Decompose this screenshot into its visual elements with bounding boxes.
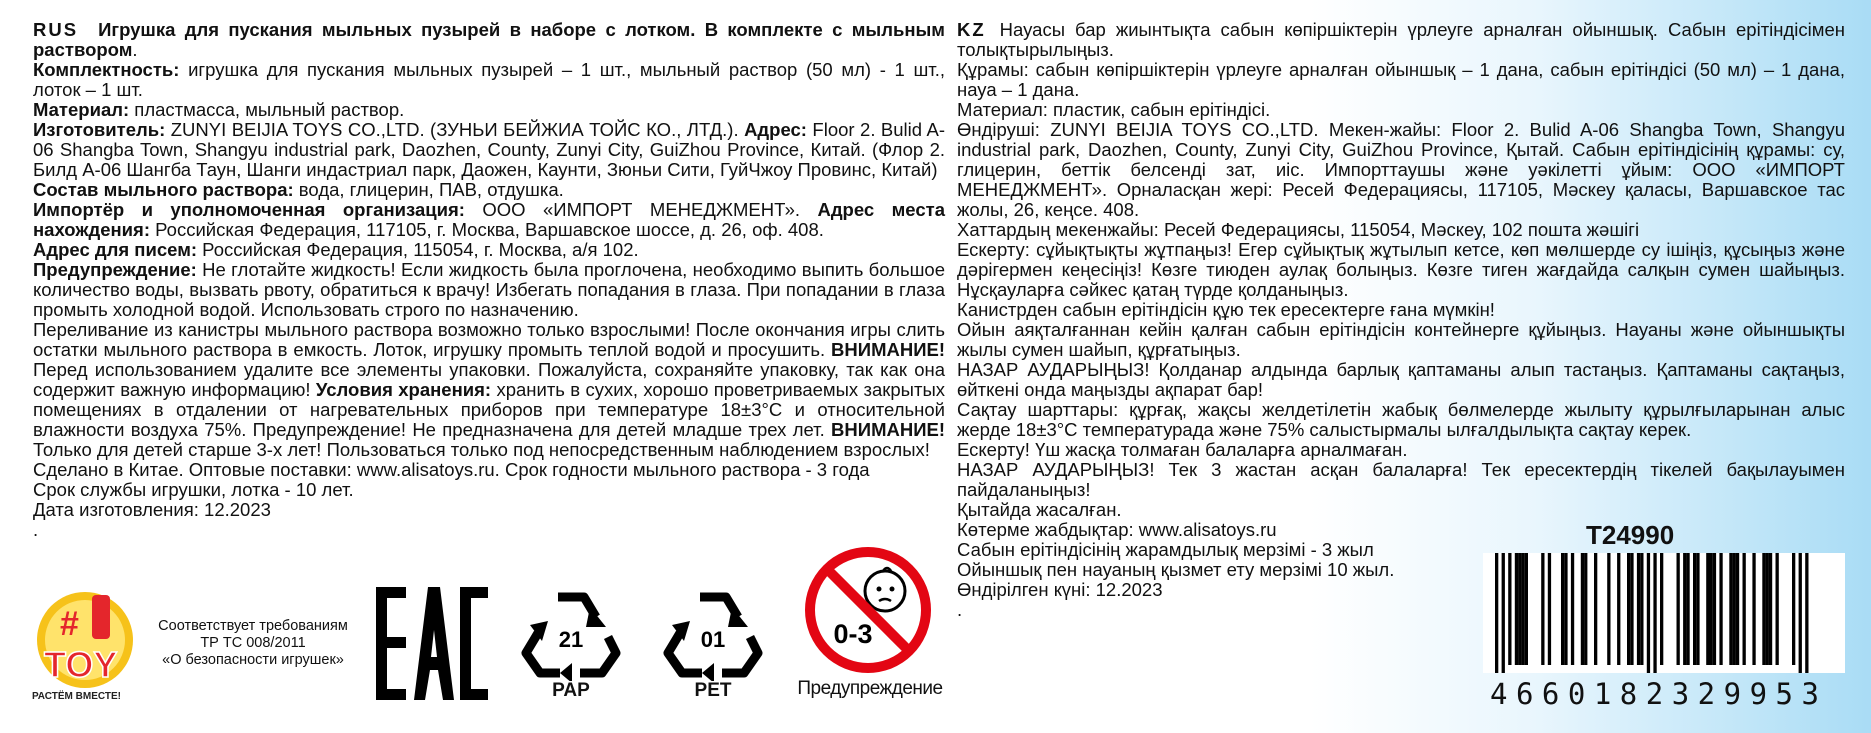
rus-set-label: Комплектность: [33, 59, 180, 80]
rus-location-text: Российская Федерация, 117105, г. Москва, Варшавское шоссе, д. 26, оф. 408. [150, 219, 824, 240]
barcode-number: 4660182329953 [1490, 677, 1828, 711]
barcode-bar [1594, 553, 1597, 665]
rus-mail-label: Адрес для писем: [33, 239, 198, 260]
svg-text:#: # [60, 605, 79, 643]
barcode-bar [1564, 553, 1567, 665]
rus-material-text: пластмасса, мыльный раствор. [129, 99, 405, 120]
recycle-pet-icon [662, 585, 764, 681]
brand-logo [30, 585, 140, 703]
rus-set-text: игрушка для пускания мыльных пузырей – 1 шт., мыльный раствор (50 мл) - 1 шт., лоток – 1 шт. [33, 59, 945, 100]
kz-line: Ойын аяқталғаннан кейін қалған сабын ерітіндісін контейнерге құйыңыз. Науаны және ойыншықты жылы сумен шайып, құрғатыңыз. [957, 319, 1845, 360]
rus-origin: Сделано в Китае. Оптовые поставки: www.alisatoys.ru. Срок годности мыльного раствора - 3 года [33, 459, 870, 480]
barcode-bar [1548, 553, 1551, 665]
barcode-bar [1660, 553, 1663, 665]
barcode-bar [1653, 553, 1656, 673]
barcode-bar [1736, 553, 1739, 665]
rus-material-label: Материал: [33, 99, 130, 120]
kz-line: Өндіруші: ZUNYI BEIJIA TOYS CO.,LTD. Мекен-жайы: Floor 2. Bulid A-06 Shangba Town, Shangyu industrial park, Daozhen, County, Zunyi City, GuiZhou Province, Қытай. Сабын ерітіндісінің құрамы: су, глицерин, беттік белсенді зат, иіс. Импорттаушы және уәкілетті ұйым: ООО «ИМПОРТ МЕНЕДЖМЕНТ». Орналасқан жері: Ресей Федерациясы, 117105, Мәскеу қаласы, Варшавское тас жолы, 26, кеңсе. 408. [957, 119, 1845, 220]
rus-storage-text: хранить в сухих, хорошо проветриваемых закрытых помещениях в отдалении от нагревательных приборов при температуре 18±3°C и относительной влажности воздуха 75%. Предупреждение! Не предназначена для детей младше трех лет. [33, 379, 945, 440]
recycle-pap-number: 21 [558, 627, 584, 652]
kz-line: Сақтау шарттары: құрғақ, жақсы желдетілетін жабық бөлмелерде жылыту құрылғыларынан алыс жерде 18±3°C температурада және 75% салыстырмалы ылғалдылықта сақтау керек. [957, 399, 1845, 440]
barcode-bar [1561, 553, 1564, 665]
barcode-bar [1630, 553, 1633, 665]
rus-composition-label: Состав мыльного раствора: [33, 179, 294, 200]
rus-address-text: Floor 2. Bulid A-06 Shangba Town, Shangyu industrial park, Daozhen, County, Zunyi City, GuiZhou Province, Китай. (Флор 2. Билд А-06 Шангба Таун, Шанги индастриал парк, Даожен, Каунти, Зюньи Сити, ГуйЧжоу Провинс, Китай) [33, 119, 945, 180]
rus-warning-label: Предупреждение: [33, 259, 197, 280]
rus-location-label: Адрес места нахождения: [33, 199, 945, 240]
rus-dot: . [33, 519, 39, 540]
barcode-bar [1508, 553, 1511, 665]
kz-line: Құрамы: сабын көпіршіктерін үрлеуге арналған ойыншық – 1 дана, сабын ерітіндісі (50 мл) – 1 дана, науа – 1 дана. [957, 59, 1845, 100]
barcode-bar [1677, 553, 1680, 665]
rus-production-date: Дата изготовления: 12.2023 [33, 499, 271, 520]
barcode-bar [1518, 553, 1521, 665]
kz-text-block [957, 20, 1845, 620]
article-number: T24990 [1586, 520, 1675, 550]
rus-attention-label-2: ВНИМАНИЕ! [831, 419, 945, 440]
barcode-bar [1640, 553, 1643, 665]
kz-line: Науасы бар жиынтықта сабын көпіршіктерін үрлеуге арналған ойыншық. Сабын ерітіндісімен толықтырылыңыз. [957, 19, 1845, 60]
barcode-bar [1571, 553, 1574, 665]
kz-line: Өндірілген күні: 12.2023 [957, 579, 1163, 600]
kz-line: НАЗАР АУДАРЫҢЫЗ! Қолданар алдында барлық қаптаманы алып тастаңыз. Қаптаманы сақтаңыз, өйткені онда маңызды ақпарат бар! [957, 359, 1845, 400]
barcode-bar [1525, 553, 1528, 665]
age-warning-text: 0-3 [833, 619, 873, 649]
barcode-bar [1805, 553, 1808, 673]
kz-line: Көтерме жабдықтар: www.alisatoys.ru [957, 519, 1277, 540]
kz-line: Ескерту: сұйықтықты жұтпаңыз! Егер сұйықтық жұтылып кетсе, көп мөлшерде су ішіңіз, құсыңыз және дәрігермен кеңесіңіз! Көзге тиюден аулақ болыңыз. Көзге тиген жағдайда салқын сумен шайыңыз. Нұсқауларға сәйкес қатаң түрде қолданыңыз. [957, 239, 1845, 300]
barcode [1483, 553, 1845, 673]
barcode-bar [1502, 553, 1505, 673]
barcode-bar [1733, 553, 1736, 665]
kz-line: Ескерту! Үш жасқа толмаған балаларға арналмаған. [957, 439, 1408, 460]
rus-text-block: RUS Игрушка для пускания мыльных пузырей в наборе с лотком. В комплекте с мыльным раствором. Комплектность: игрушка для пускания мыльных пузырей – 1 шт., мыльный раствор (50 мл) - 1 шт., лоток – 1 шт. Материал: пластмасса, мыльный раствор. Изготовитель: ZUNYI BEIJIA TOYS CO.,LTD. (ЗУНЬИ БЕЙЖИА ТОЙС КО., ЛТД.). Адрес: Floor 2. Bulid A-06 Shangba Town, Shangyu industrial park, Daozhen, County, Zunyi City, GuiZhou Province, Китай. (Флор 2. Билд А-06 Шангба Таун, Шанги индастриал парк, Даожен, Каунти, Зюньи Сити, ГуйЧжоу Провинс, Китай) Состав мыльного раствора: вода, глицерин, ПАВ, отдушка. Импортёр и уполномоченная организация: ООО «ИМПОРТ МЕНЕДЖМЕНТ». Адрес места нахождения: Российская Федерация, 117105, г. Москва, Варшавское шоссе, д. 26, оф. 408. Адрес для писем: Российская Федерация, 115054, г. Москва, а/я 102. Предупреждение: Не глотайте жидкость! Если жидкость была проглочена, необходимо выпить большое количество воды, вызвать рвоту, обратиться к врачу! Избегать попадания в глаза. При попадании в глаза промыть холодной водой. Использовать строго по назначению. Переливание из канистры мыльного раствора возможно только взрослыми! После окончания игры слить остатки мыльного раствора в емкость. Лоток, игрушку промыть теплой водой и просушить. ВНИМАНИЕ! Перед использованием удалите все элементы упаковки. Пожалуйста, сохраняйте упаковку, так как она содержит важную информацию! Условия хранения: хранить в сухих, хорошо проветриваемых закрытых помещениях в отдалении от нагревательных приборов при температуре 18±3°C и относительной влажности воздуха 75%. Предупреждение! Не предназначена для детей младше трех лет. ВНИМАНИЕ! Только для детей старше 3-х лет! Пользоваться только под непосредственным наблюдением взрослых! Сделано в Китае. Оптовые поставки: www.alisatoys.ru. Срок годности мыльного раствора - 3 года Срок службы игрушки, лотка - 10 лет. Дата изготовления: 12.2023 . [33, 19, 945, 540]
barcode-bar [1686, 553, 1689, 665]
logo-slogan: РАСТЁМ ВМЕСТЕ! [32, 691, 121, 702]
rus-storage-label: Условия хранения: [315, 379, 492, 400]
barcode-bar [1752, 553, 1755, 665]
kz-line: Канистрден сабын ерітіндісін құю тек ересектерге ғана мүмкін! [957, 299, 1495, 320]
barcode-bar [1713, 553, 1716, 665]
recycle-pet-label: PET [694, 680, 732, 701]
barcode-bar [1710, 553, 1713, 665]
barcode-bar [1637, 553, 1640, 665]
rus-importer-text: ООО «ИМПОРТ МЕНЕДЖМЕНТ». [464, 199, 818, 220]
rus-packaging-text: Перед использованием удалите все элементы упаковки. Пожалуйста, сохраняйте упаковку, так как она содержит важную информацию! [33, 359, 945, 400]
barcode-bar [1719, 553, 1722, 665]
cert-line-3: «О безопасности игрушек» [162, 652, 344, 668]
barcode-bar [1495, 553, 1498, 673]
barcode-bar [1581, 553, 1584, 665]
rus-usage-text: Переливание из канистры мыльного раствора возможно только взрослыми! После окончания игры слить остатки мыльного раствора в емкость. Лоток, игрушку промыть теплой водой и просушить. [33, 319, 945, 360]
warning-label: Предупреждение [797, 678, 943, 699]
rus-title: Игрушка для пускания мыльных пузырей в наборе с лотком. В комплекте с мыльным раствором [33, 19, 945, 60]
recycle-pet-number: 01 [700, 627, 726, 652]
barcode-bar [1769, 553, 1772, 665]
barcode-bar [1766, 553, 1769, 665]
kz-line: Материал: пластик, сабын ерітіндісі. [957, 99, 1271, 120]
recycle-pap-label: PAP [552, 680, 590, 701]
barcode-bar [1617, 553, 1620, 665]
kz-line: Сабын ерітіндісінің жарамдылық мерзімі - 3 жыл [957, 539, 1374, 560]
svg-text:TOY: TOY [44, 644, 118, 685]
barcode-bar [1584, 553, 1587, 665]
barcode-bar [1683, 553, 1686, 665]
barcode-bar [1541, 553, 1544, 665]
rus-attention-label: ВНИМАНИЕ! [831, 339, 945, 360]
kz-line: . [957, 599, 963, 620]
kz-line: Қытайда жасалған. [957, 499, 1122, 520]
barcode-bar [1515, 553, 1518, 665]
recycle-pap-icon [520, 585, 622, 681]
eac-mark-icon [372, 585, 492, 702]
rus-manufacturer-label: Изготовитель: [33, 119, 166, 140]
rus-age-text: Только для детей старше 3-х лет! Пользоваться только под непосредственным наблюдением взрослых! [33, 439, 930, 460]
certification-text [144, 618, 362, 669]
barcode-bar [1627, 553, 1630, 665]
kz-line: Хаттардың мекенжайы: Ресей Федерациясы, 115054, Мәскеу, 102 пошта жәшігі [957, 219, 1640, 240]
barcode-bar [1696, 553, 1699, 665]
barcode-bar [1776, 553, 1779, 665]
barcode-bar [1607, 553, 1610, 665]
barcode-bar [1706, 553, 1709, 665]
cert-line-2: ТР ТС 008/2011 [200, 635, 306, 651]
barcode-bar [1799, 553, 1802, 673]
rus-warning-text: Не глотайте жидкость! Если жидкость была проглочена, необходимо выпить большое количество воды, вызвать рвоту, обратиться к врачу! Избегать попадания в глаза. При попадании в глаза промыть холодной водой. Использовать строго по назначению. [33, 259, 945, 320]
barcode-bar [1729, 553, 1732, 665]
barcode-bar [1743, 553, 1746, 665]
rus-manufacturer-text: ZUNYI BEIJIA TOYS CO.,LTD. (ЗУНЬИ БЕЙЖИА ТОЙС КО., ЛТД.). [165, 119, 745, 140]
rus-importer-label: Импортёр и уполномоченная организация: [33, 199, 465, 220]
barcode-bar [1693, 553, 1696, 665]
barcode-bar [1647, 553, 1650, 673]
cert-line-1: Соответствует требованиям [158, 618, 348, 634]
kz-line: НАЗАР АУДАРЫҢЫЗ! Тек 3 жастан асқан балаларға! Тек ересектердің тікелей бақылауымен пайдаланыңыз! [957, 459, 1845, 500]
age-warning-icon [803, 545, 933, 675]
barcode-bar [1792, 553, 1795, 665]
rus-address-label: Адрес: [744, 119, 807, 140]
kz-lang-code: KZ [957, 19, 986, 40]
kz-line: Ойыншық пен науаның қызмет ету мерзімі 10 жыл. [957, 559, 1395, 580]
barcode-bar [1762, 553, 1765, 665]
rus-lang-code: RUS [33, 19, 79, 40]
rus-mail-text: Российская Федерация, 115054, г. Москва, а/я 102. [197, 239, 639, 260]
rus-service-life: Срок службы игрушки, лотка - 10 лет. [33, 479, 354, 500]
rus-composition-text: вода, глицерин, ПАВ, отдушка. [293, 179, 564, 200]
barcode-bar [1521, 553, 1524, 665]
